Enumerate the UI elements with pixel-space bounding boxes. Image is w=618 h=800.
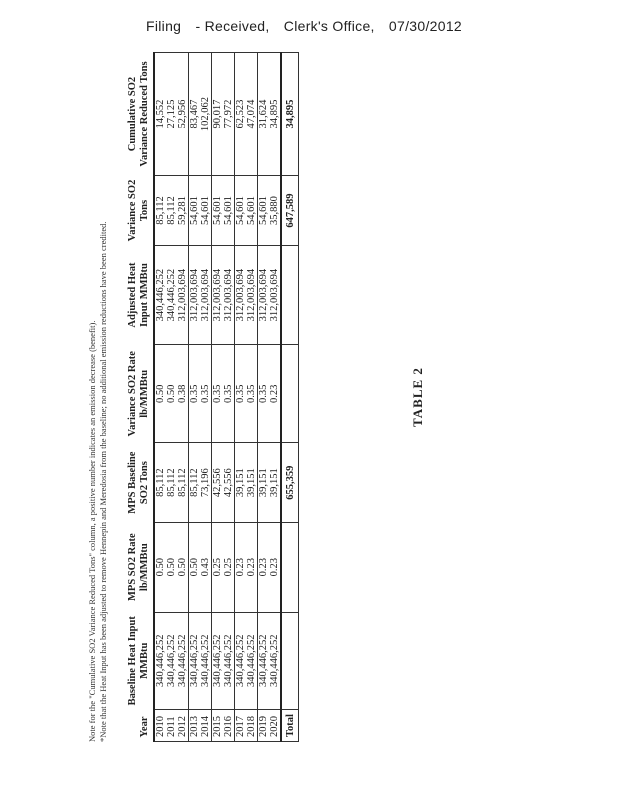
cell-adj-heat: 312,003,694 (246, 245, 258, 344)
cell-baseline: 340,446,252 (154, 612, 166, 710)
col-mps-rate: MPS SO2 Rate lb/MMBtu (125, 522, 154, 612)
cell-var-tons: 54,601 (235, 176, 247, 246)
cell-adj-heat: 312,003,694 (223, 245, 235, 344)
cell-cum: 52,956 (177, 53, 189, 176)
cell-var-rate: 0.35 (223, 345, 235, 443)
cell-mps-rate: 0.50 (154, 522, 166, 612)
emissions-table (125, 52, 299, 742)
cell-adj-heat: 312,003,694 (258, 245, 270, 344)
table-row (212, 53, 224, 742)
filing-word: Filing (146, 18, 182, 34)
cell-year: 2020 (269, 710, 281, 742)
cell-mps-tons: 85,112 (177, 443, 189, 522)
cell-baseline: 340,446,252 (258, 612, 270, 710)
cell-adj-heat: 312,003,694 (189, 245, 201, 344)
table-notes (87, 52, 109, 742)
cell-var-rate: 0.23 (269, 345, 281, 443)
col-cumulative: Cumulative SO2 Variance Reduced Tons (125, 53, 154, 176)
cell-adj-heat: 312,003,694 (200, 245, 212, 344)
cell-mps-tons: 39,151 (258, 443, 270, 522)
cell-mps-tons: 42,556 (212, 443, 224, 522)
header-row (125, 53, 154, 742)
cell-var-rate: 0.35 (189, 345, 201, 443)
cell-mps-rate: 0.23 (235, 522, 247, 612)
table-title: TABLE 2 (410, 367, 425, 427)
col-adjusted-heat: Adjusted Heat Input MMBtu (125, 245, 154, 344)
cell-var-rate: 0.35 (212, 345, 224, 443)
cell-cum: 31,624 (258, 53, 270, 176)
cell-adj-heat: 312,003,694 (177, 245, 189, 344)
cell-adj-heat: 312,003,694 (235, 245, 247, 344)
cell-baseline: 340,446,252 (177, 612, 189, 710)
cell-year: 2014 (200, 710, 212, 742)
rotated-page (87, 52, 465, 742)
cell-var-rate: 0.35 (246, 345, 258, 443)
table-row (269, 53, 281, 742)
cell-var-tons: 54,601 (200, 176, 212, 246)
clerk-office: Clerk's Office, (283, 18, 375, 34)
cell-year: 2016 (223, 710, 235, 742)
cell-adj-heat: 312,003,694 (269, 245, 281, 344)
cell-mps-tons: 39,151 (235, 443, 247, 522)
cell-baseline: 340,446,252 (235, 612, 247, 710)
note-2: *Note that the Heat Input has been adjusted to remove Hennepin and Meredosia from the baseline; no additional emission reductions have been credited. (98, 221, 108, 742)
note-1: Note for the "Cumulative SO2 Variance Reduced Tons" column, a positive number indicates an emission decrease (benefit). (87, 320, 97, 742)
table-row (189, 53, 201, 742)
cell-adj-heat: 340,446,252 (166, 245, 177, 344)
cell-adj-heat: 340,446,252 (154, 245, 166, 344)
table-row (246, 53, 258, 742)
cell-cum: 102,062 (200, 53, 212, 176)
cell-mps-rate: 0.25 (212, 522, 224, 612)
table-row (258, 53, 270, 742)
cell-cum: 62,523 (235, 53, 247, 176)
cell-mps-rate: 0.50 (177, 522, 189, 612)
total-empty (281, 522, 299, 612)
cell-year: 2011 (166, 710, 177, 742)
cell-year: 2017 (235, 710, 247, 742)
cell-var-rate: 0.35 (200, 345, 212, 443)
cell-mps-rate: 0.23 (246, 522, 258, 612)
total-var-tons: 647,589 (281, 176, 299, 246)
cell-year: 2012 (177, 710, 189, 742)
cell-mps-rate: 0.23 (258, 522, 270, 612)
cell-cum: 47,074 (246, 53, 258, 176)
total-label: Total (281, 710, 299, 742)
cell-mps-tons: 73,196 (200, 443, 212, 522)
cell-var-tons: 54,601 (212, 176, 224, 246)
cell-var-rate: 0.50 (154, 345, 166, 443)
cell-mps-tons: 39,151 (246, 443, 258, 522)
cell-mps-rate: 0.25 (223, 522, 235, 612)
cell-cum: 90,017 (212, 53, 224, 176)
total-empty (281, 345, 299, 443)
cell-baseline: 340,446,252 (223, 612, 235, 710)
cell-mps-rate: 0.23 (269, 522, 281, 612)
col-variance-rate: Variance SO2 Rate lb/MMBtu (125, 345, 154, 443)
table-row (177, 53, 189, 742)
cell-baseline: 340,446,252 (269, 612, 281, 710)
cell-var-tons: 54,601 (223, 176, 235, 246)
cell-baseline: 340,446,252 (200, 612, 212, 710)
cell-var-tons: 85,112 (166, 176, 177, 246)
cell-var-rate: 0.35 (235, 345, 247, 443)
cell-mps-tons: 42,556 (223, 443, 235, 522)
table-row (200, 53, 212, 742)
total-cum: 34,895 (281, 53, 299, 176)
cell-baseline: 340,446,252 (212, 612, 224, 710)
total-row (281, 53, 299, 742)
cell-year: 2013 (189, 710, 201, 742)
cell-cum: 27,125 (166, 53, 177, 176)
total-empty (281, 612, 299, 710)
cell-var-tons: 59,281 (177, 176, 189, 246)
table-row (166, 53, 177, 742)
cell-mps-tons: 85,112 (166, 443, 177, 522)
cell-cum: 77,972 (223, 53, 235, 176)
cell-mps-rate: 0.43 (200, 522, 212, 612)
cell-cum: 83,467 (189, 53, 201, 176)
cell-mps-rate: 0.50 (189, 522, 201, 612)
cell-var-rate: 0.38 (177, 345, 189, 443)
cell-var-tons: 54,601 (258, 176, 270, 246)
cell-year: 2010 (154, 710, 166, 742)
cell-year: 2015 (212, 710, 224, 742)
cell-var-tons: 85,112 (154, 176, 166, 246)
cell-baseline: 340,446,252 (189, 612, 201, 710)
cell-baseline: 340,446,252 (166, 612, 177, 710)
cell-var-tons: 54,601 (246, 176, 258, 246)
cell-mps-rate: 0.50 (166, 522, 177, 612)
received-word: - Received, (195, 18, 270, 34)
cell-baseline: 340,446,252 (246, 612, 258, 710)
col-year: Year (125, 710, 154, 742)
cell-mps-tons: 85,112 (189, 443, 201, 522)
col-baseline-heat: Baseline Heat Input MMBtu (125, 612, 154, 710)
cell-year: 2019 (258, 710, 270, 742)
cell-var-tons: 35,880 (269, 176, 281, 246)
table-row (154, 53, 166, 742)
total-mps-tons: 655,359 (281, 443, 299, 522)
cell-adj-heat: 312,003,694 (212, 245, 224, 344)
cell-mps-tons: 85,112 (154, 443, 166, 522)
cell-var-rate: 0.50 (166, 345, 177, 443)
cell-cum: 14,552 (154, 53, 166, 176)
total-empty (281, 245, 299, 344)
cell-var-tons: 54,601 (189, 176, 201, 246)
col-variance-tons: Variance SO2 Tons (125, 176, 154, 246)
col-mps-tons: MPS Baseline SO2 Tons (125, 443, 154, 522)
filing-stamp (0, 18, 618, 34)
table-row (235, 53, 247, 742)
cell-year: 2018 (246, 710, 258, 742)
cell-mps-tons: 39,151 (269, 443, 281, 522)
table-row (223, 53, 235, 742)
cell-cum: 34,895 (269, 53, 281, 176)
filing-date: 07/30/2012 (388, 18, 462, 34)
cell-var-rate: 0.35 (258, 345, 270, 443)
